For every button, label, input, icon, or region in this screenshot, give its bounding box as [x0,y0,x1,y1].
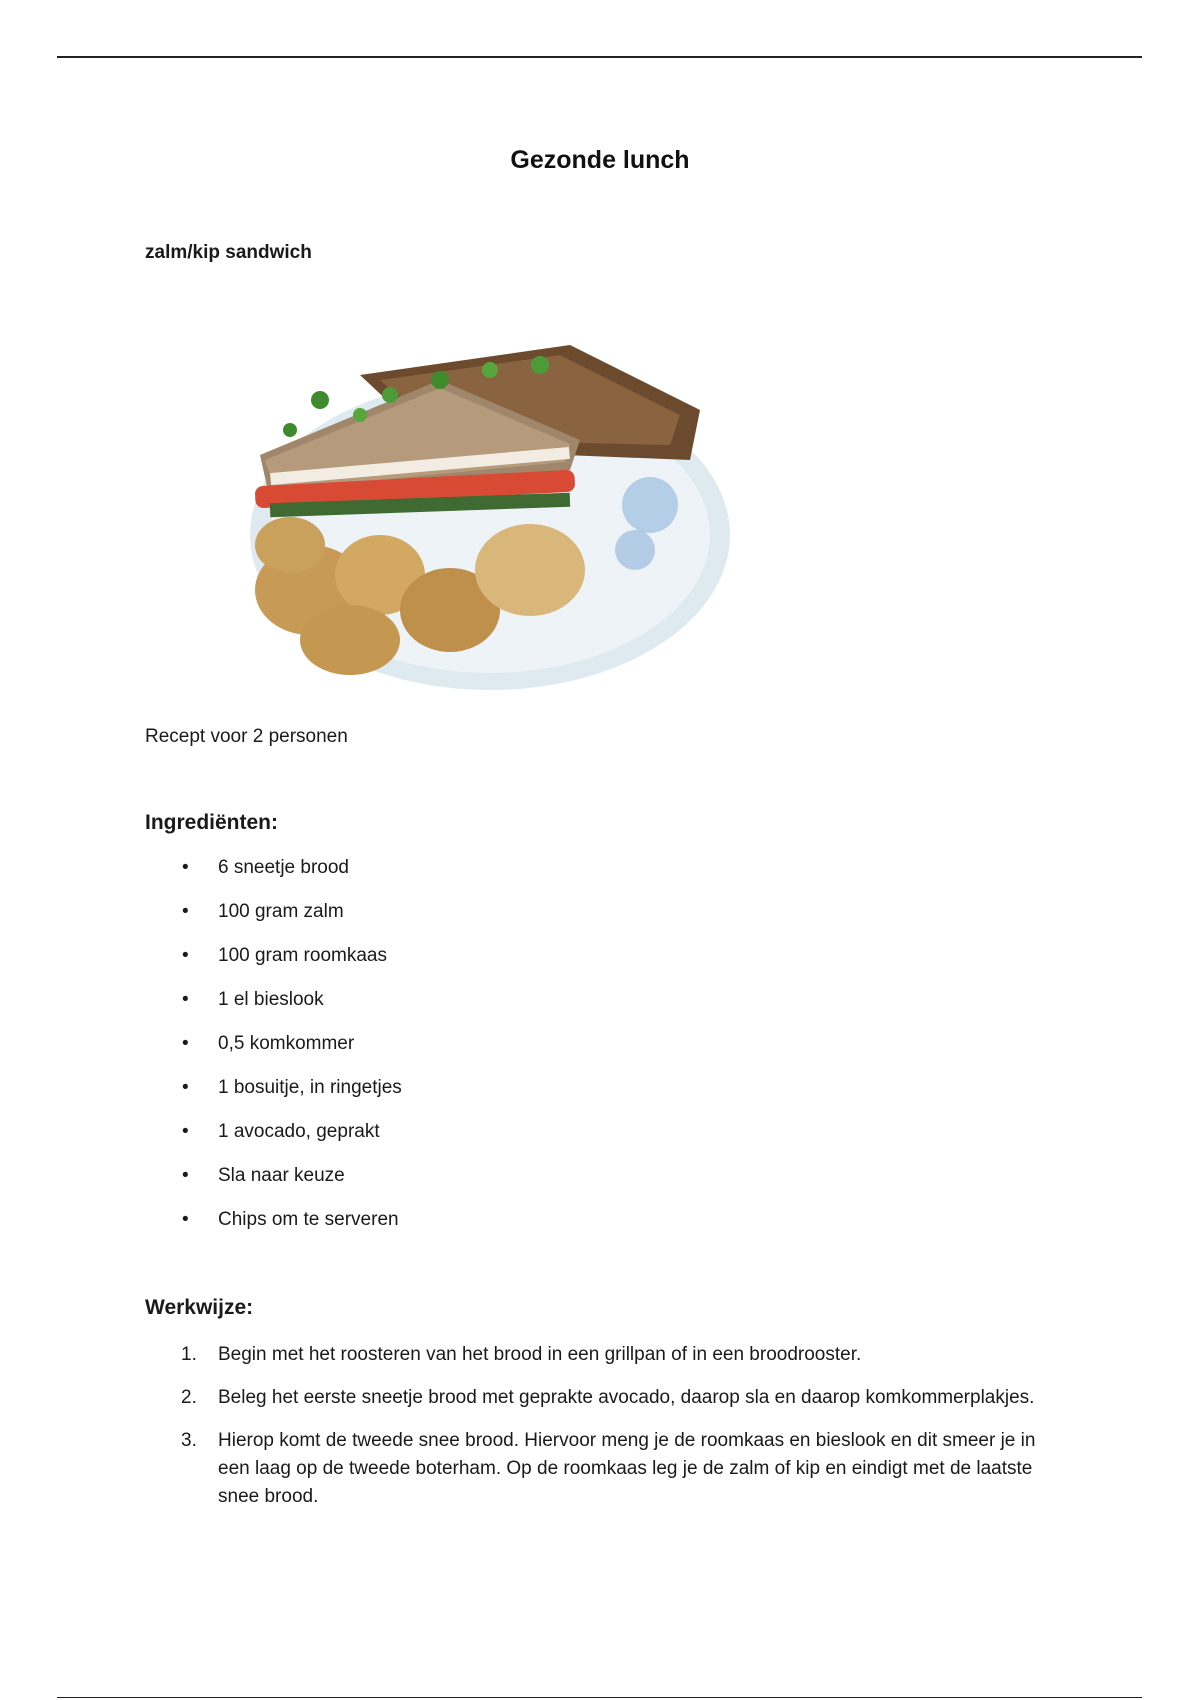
method-heading: Werkwijze: [145,1296,254,1319]
step-text: Beleg het eerste sneetje brood met geprakte avocado, daarop sla en daarop komkommerplakjes. [218,1387,1035,1408]
list-item: • 1 el bieslook [182,989,324,1010]
step-item [145,1384,1065,1412]
list-item: • 6 sneetje brood [182,857,349,878]
list-item: • 0,5 komkommer [182,1033,355,1054]
list-item: • 1 avocado, geprakt [182,1121,380,1142]
servings-note: Recept voor 2 personen [145,726,348,747]
bullet-icon: • [182,1209,189,1230]
bullet-icon: • [182,901,189,922]
method-steps [145,1341,1065,1526]
bullet-icon: • [182,1121,189,1142]
header-rule [57,56,1142,58]
list-item: • Sla naar keuze [182,1165,345,1186]
step-item [145,1341,1065,1369]
bullet-icon: • [182,1165,189,1186]
sandwich-photo [240,340,740,700]
bullet-icon: • [182,945,189,966]
ingredients-list [145,856,402,1252]
bullet-icon: • [182,857,189,878]
step-item [145,1427,1065,1511]
list-item: • Chips om te serveren [182,1209,399,1230]
step-text: Begin met het roosteren van het brood in een grillpan of in een broodrooster. [218,1344,862,1365]
footer-rule [57,1697,1142,1698]
bullet-icon: • [182,1033,189,1054]
step-number: 3. [181,1430,197,1451]
bullet-icon: • [182,989,189,1010]
recipe-subtitle: zalm/kip sandwich [145,242,312,263]
ingredients-heading: Ingrediënten: [145,811,279,834]
bullet-icon: • [182,1077,189,1098]
step-text: Hierop komt de tweede snee brood. Hiervoor meng je de roomkaas en bieslook en dit smeer je in een laag op de tweede boterham. Op de roomkaas leg je de zalm of kip en eindigt met de laatste snee brood. [218,1430,1036,1507]
step-number: 1. [181,1344,197,1365]
list-item: • 100 gram roomkaas [182,945,387,966]
page-title: Gezonde lunch [510,146,690,174]
list-item: • 1 bosuitje, in ringetjes [182,1077,402,1098]
step-number: 2. [181,1387,197,1408]
list-item: • 100 gram zalm [182,901,344,922]
